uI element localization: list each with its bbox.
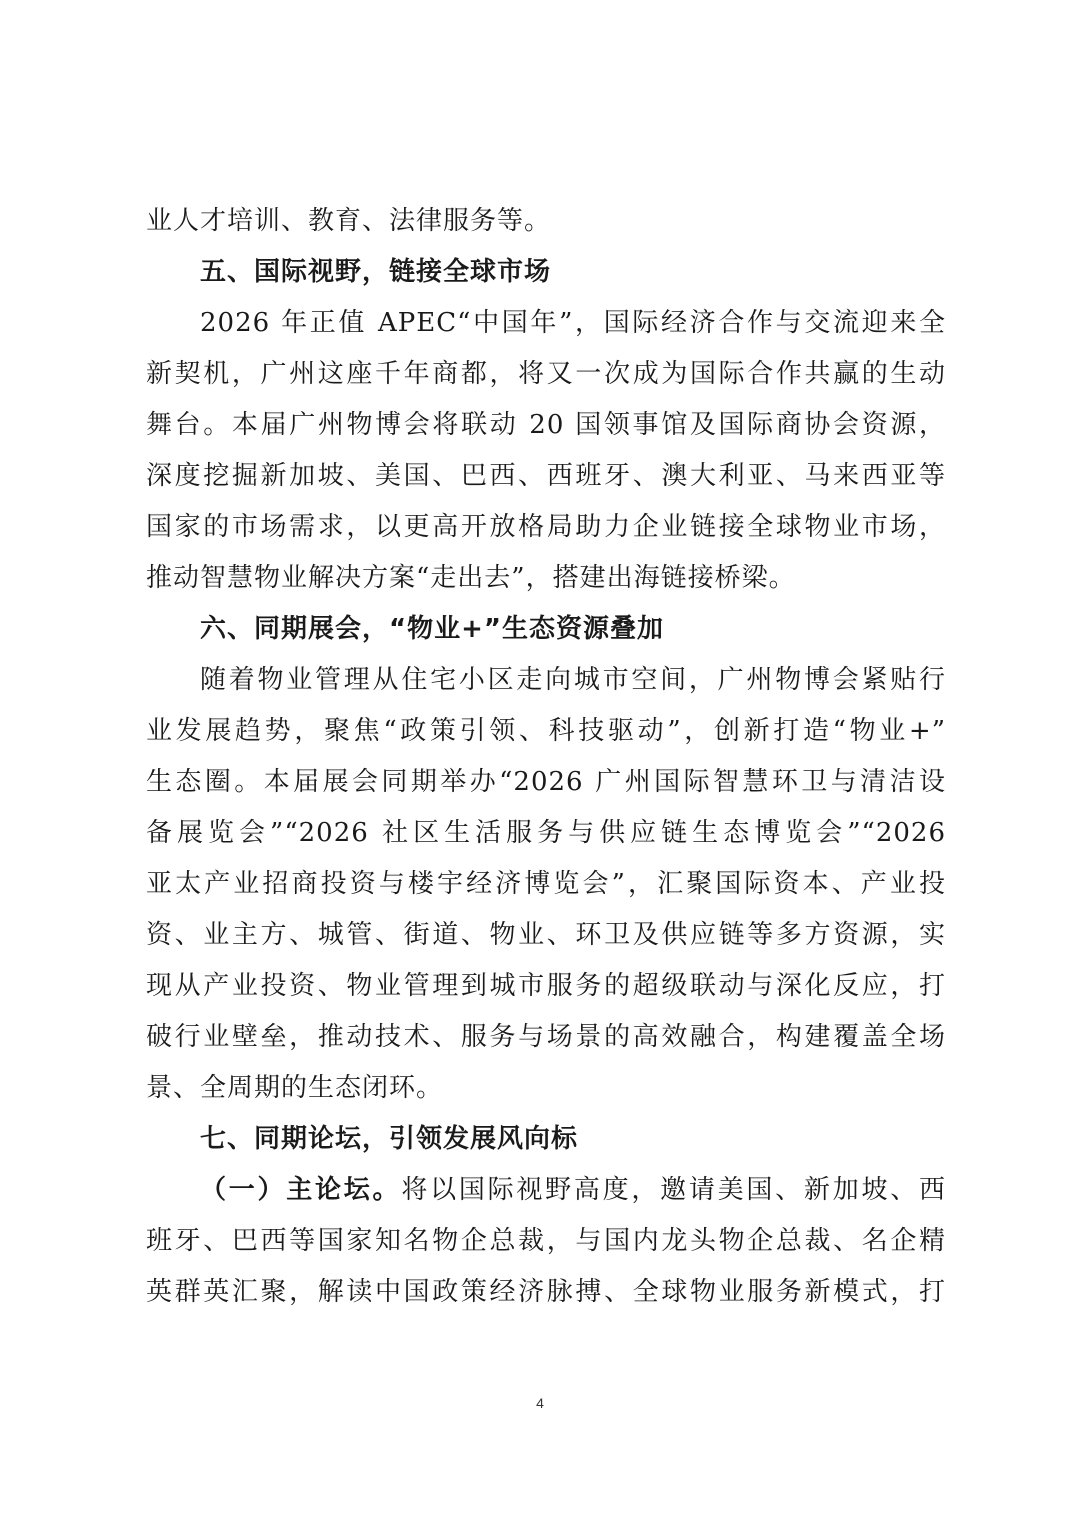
page-number: 4 xyxy=(536,1395,544,1411)
paragraph-line: 现从产业投资、物业管理到城市服务的超级联动与深化反应，打 xyxy=(146,971,946,1001)
paragraph-line: 资、业主方、城管、街道、物业、环卫及供应链等多方资源，实 xyxy=(146,920,946,950)
paragraph-line: 班牙、巴西等国家知名物企总裁，与国内龙头物企总裁、名企精 xyxy=(146,1226,946,1256)
document-body xyxy=(146,196,946,1318)
paragraph-line: 新契机，广州这座千年商都，将又一次成为国际合作共赢的生动 xyxy=(146,359,946,389)
paragraph-line xyxy=(146,1165,946,1216)
paragraph-line: 备展览会”“2026 社区生活服务与供应链生态博览会”“2026 xyxy=(146,818,946,848)
paragraph-line: 国家的市场需求，以更高开放格局助力企业链接全球物业市场， xyxy=(146,512,946,542)
paragraph-line: 破行业壁垒，推动技术、服务与场景的高效融合，构建覆盖全场 xyxy=(146,1022,946,1052)
paragraph-line: 随着物业管理从住宅小区走向城市空间，广州物博会紧贴行 xyxy=(200,665,946,695)
subsection-label: （一）主论坛。 xyxy=(200,1175,402,1205)
paragraph-line: 舞台。本届广州物博会将联动 20 国领事馆及国际商协会资源， xyxy=(146,410,946,440)
paragraph-line: 亚太产业招商投资与楼宇经济博览会”，汇聚国际资本、产业投 xyxy=(146,869,946,899)
paragraph-line: 英群英汇聚，解读中国政策经济脉搏、全球物业服务新模式，打 xyxy=(146,1277,946,1307)
paragraph-line: 业人才培训、教育、法律服务等。 xyxy=(146,206,552,236)
paragraph-line: 推动智慧物业解决方案“走出去”，搭建出海链接桥梁。 xyxy=(146,563,796,593)
section-heading-6: 六、同期展会，“物业+”生态资源叠加 xyxy=(200,614,664,644)
section-heading-5: 五、国际视野，链接全球市场 xyxy=(200,257,552,287)
paragraph-line: 业发展趋势，聚焦“政策引领、科技驱动”，创新打造“物业+” xyxy=(146,716,946,746)
paragraph-line: 2026 年正值 APEC“中国年”，国际经济合作与交流迎来全 xyxy=(200,308,946,338)
section-heading-7: 七、同期论坛，引领发展风向标 xyxy=(200,1124,579,1154)
paragraph-line: 景、全周期的生态闭环。 xyxy=(146,1073,444,1103)
subsection-text: 将以国际视野高度，邀请美国、新加坡、西 xyxy=(401,1175,946,1205)
paragraph-line: 生态圈。本届展会同期举办“2026 广州国际智慧环卫与清洁设 xyxy=(146,767,946,797)
paragraph-line: 深度挖掘新加坡、美国、巴西、西班牙、澳大利亚、马来西亚等 xyxy=(146,461,946,491)
